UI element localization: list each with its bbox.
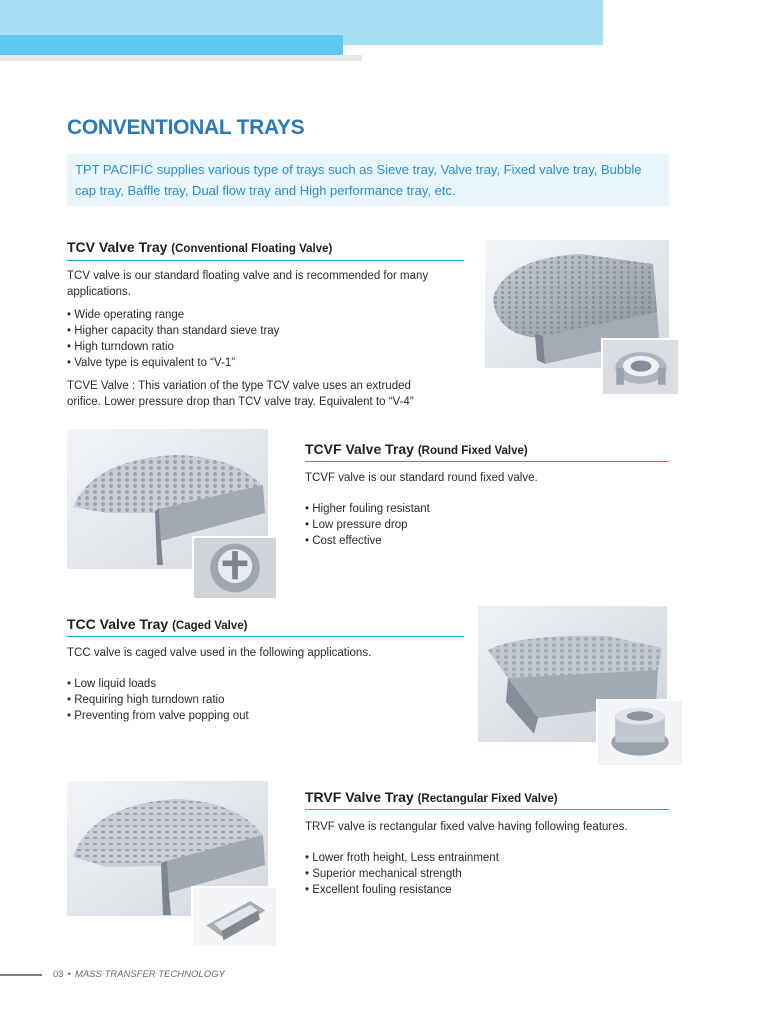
tcvf-description: TCVF valve is our standard round fixed valve. (305, 472, 538, 484)
tcvf-subtitle: (Round Fixed Valve) (417, 445, 528, 457)
trvf-title: TRVF Valve Tray (305, 789, 414, 805)
list-item: • Wide operating range (67, 307, 457, 323)
tcvf-bullets (305, 501, 669, 549)
tcc-subtitle: (Caged Valve) (172, 620, 248, 632)
tcv-section-title (67, 239, 332, 255)
trvf-valve-photo (191, 886, 278, 948)
trvf-subtitle: (Rectangular Fixed Valve) (417, 793, 558, 805)
tcv-rule (67, 260, 464, 261)
footer-section-name: MASS TRANSFER TECHNOLOGY (74, 969, 225, 980)
tcc-description: TCC valve is caged valve used in the following applications. (67, 647, 372, 659)
tcvf-title: TCVF Valve Tray (305, 441, 414, 457)
tcv-valve-photo (601, 338, 680, 396)
list-item: • Low liquid loads (67, 676, 457, 692)
list-item: • Preventing from valve popping out (67, 708, 457, 724)
list-item: • Superior mechanical strength (305, 866, 669, 882)
page-number: 03 (53, 969, 64, 980)
tcvf-rule (305, 461, 669, 462)
tcc-bullets (67, 676, 457, 724)
tcv-subtitle: (Conventional Floating Valve) (171, 243, 333, 255)
list-item: • Valve type is equivalent to “V-1” (67, 355, 457, 371)
trvf-description: TRVF valve is rectangular fixed valve having following features. (305, 821, 628, 833)
tcc-section-title (67, 616, 247, 632)
list-item: • High turndown ratio (67, 339, 457, 355)
trvf-rule (305, 809, 669, 810)
tcv-title: TCV Valve Tray (67, 239, 168, 255)
footer-separator: • (67, 969, 71, 980)
trvf-section-title (305, 789, 558, 805)
tcvf-section-title (305, 441, 528, 457)
tcc-title: TCC Valve Tray (67, 616, 169, 632)
footer-rule (0, 974, 42, 976)
tcv-description: TCV valve is our standard floating valve and is recommended for many applications. (67, 270, 429, 298)
list-item: • Excellent fouling resistance (305, 882, 669, 898)
tcvf-valve-photo (192, 536, 278, 600)
list-item: • Cost effective (305, 533, 669, 549)
list-item: • Higher capacity than standard sieve tray (67, 323, 457, 339)
list-item: • Low pressure drop (305, 517, 669, 533)
header-band-grey (0, 55, 362, 61)
tcv-bullets (67, 307, 457, 371)
tcc-valve-photo (596, 699, 684, 767)
trvf-bullets (305, 850, 669, 898)
list-item: • Higher fouling resistant (305, 501, 669, 517)
header-band-dark (0, 35, 343, 55)
tcve-note: TCVE Valve : This variation of the type TCV valve uses an extruded orifice. Lower pressure drop than TCV valve tray. Equivalent to “V-4” (67, 380, 414, 408)
page-title: CONVENTIONAL TRAYS (67, 116, 305, 139)
list-item: • Lower froth height, Less entrainment (305, 850, 669, 866)
tcc-rule (67, 636, 464, 637)
page-footer (53, 969, 225, 980)
intro-box: TPT PACIFIC supplies various type of trays such as Sieve tray, Valve tray, Fixed valve tray, Bubble cap tray, Baffle tray, Dual flow tray and High performance tray, etc. (67, 154, 669, 206)
list-item: • Requiring high turndown ratio (67, 692, 457, 708)
